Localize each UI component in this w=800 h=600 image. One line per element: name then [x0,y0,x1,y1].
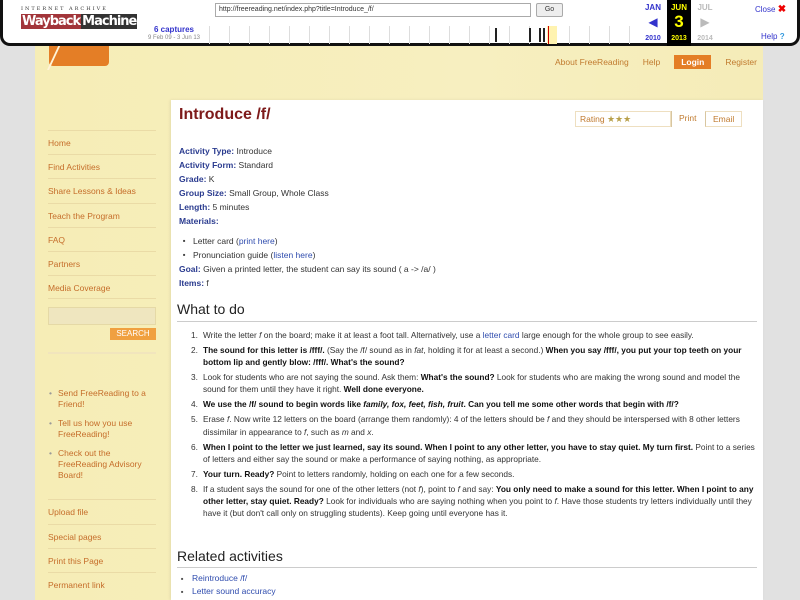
timeline-tick [209,26,210,44]
step-bold: When you say /fff/, you put your top teeth on your bottom lip and gently blow: /fff/. What's the sound? [203,345,742,368]
next-month: JUL [697,3,713,12]
grade-row [179,172,436,186]
step-number: 8. [191,483,198,494]
step-bold: The sound for this letter is /fff/. [203,345,325,355]
related-item [181,572,276,585]
timeline-tick [229,26,230,44]
login-button[interactable]: Login [674,55,711,69]
send-to-friend-link[interactable]: • Send FreeReading to a Friend! [48,388,156,410]
activity-type-row [179,144,436,158]
material-text-end: ) [274,236,278,246]
help-icon: ? [779,32,785,41]
step-italic: f [457,483,460,494]
step-italic: f [554,496,557,507]
print-page-link[interactable]: Print this Page [48,548,156,572]
promo-links [48,388,156,481]
current-capture-mark [548,26,549,44]
meta-value: K [208,174,215,184]
current-month: JUN [670,3,687,12]
toolbox [48,499,156,596]
capture-timeline[interactable] [209,20,633,44]
meta-value: Given a printed letter, the student can say its sound ( a -> /a/ ) [203,264,436,274]
calendar-prev[interactable] [639,0,667,46]
goal-row [179,262,436,276]
freereading-page [35,40,763,600]
close-icon: ✖ [777,4,787,15]
wayback-wordmark-part1: Wayback [22,14,81,29]
timeline-tick [409,26,410,44]
timeline-tick [469,26,470,44]
material-text-end: ) [312,250,316,260]
step-italic: fat [414,345,424,355]
print-here-link[interactable]: print here [238,236,275,246]
meta-key: Activity Form: [179,160,237,170]
wayback-wordmark-part2: Machine [82,14,137,29]
steps-list [191,329,757,522]
meta-key: Goal: [179,264,201,274]
timeline-tick [609,26,610,44]
step-italic: m [341,426,349,437]
search-button[interactable]: SEARCH [110,328,156,340]
rating-widget[interactable] [575,111,671,127]
step-italic: x [367,426,372,437]
timeline-tick [589,26,590,44]
reintroduce-f-link[interactable]: Reintroduce /f/ [192,573,248,583]
permanent-link[interactable]: Permanent link [48,572,156,596]
current-year: 2013 [671,35,687,42]
upload-file-link[interactable]: Upload file [48,499,156,523]
timeline-tick [449,26,450,44]
activity-form-row [179,158,436,172]
step-italic: f [547,414,550,425]
step-italic: f [259,330,262,340]
timeline-tick [309,26,310,44]
timeline-tick [289,26,290,44]
prev-arrow-icon[interactable]: ◀ [648,15,658,29]
calendar-current [667,0,691,46]
wayback-url-input[interactable]: http://freereading.net/index.php?title=Introduce_/f/ [215,3,531,17]
timeline-tick [509,26,510,44]
step-number: 1. [191,330,198,340]
material-item [183,234,436,248]
meta-value: Standard [238,160,274,170]
timeline-tick [369,26,370,44]
step-item [191,468,757,480]
step-bold: You only need to make a sound for this letter. When I point to any other letter, stay quiet. Ready? [203,483,754,507]
advisory-board-link[interactable]: • Check out the FreeReading Advisory Board! [48,448,156,481]
sidebar-item-share-lessons[interactable]: Share Lessons & Ideas [48,178,156,202]
step-bold: . Can you tell me some other words that begin with /f/? [463,399,679,410]
step-text: . [371,426,374,437]
current-day: 3 [674,12,684,31]
step-number: 4. [191,399,198,410]
prev-year: 2010 [645,35,661,42]
step-item [191,441,757,465]
meta-key: Activity Type: [179,146,235,156]
captures-range: 9 Feb 09 - 3 Jun 13 [147,35,201,41]
timeline-tick [269,26,270,44]
capture-mark[interactable] [495,28,497,42]
captures-info [139,25,209,41]
step-bold: Your turn. Ready? [203,468,275,479]
step-item [191,413,757,437]
help-label: Help [761,32,778,41]
about-link[interactable]: About FreeReading [555,57,629,67]
step-item [191,344,757,368]
step-bold: When I point to the letter we just learned, say its sound. When I point to any other letter, you have to stay quiet. My turn first. [203,441,694,452]
letter-sound-accuracy-link[interactable]: Letter sound accuracy [192,586,276,596]
step-text: and [348,426,368,437]
rating-stars-icon[interactable]: ★★★ [606,114,632,124]
step-text: and say: [459,483,496,494]
help-button[interactable] [761,32,785,41]
step-text: and they should be interspersed with 8 other letters dissimilar in appearance to [203,414,740,437]
internet-archive-label: INTERNET ARCHIVE [21,6,108,12]
timeline-tick [629,26,630,44]
step-item [191,483,757,520]
sidebar-item-media-coverage[interactable]: Media Coverage [48,275,156,299]
step-bold: Well done everyone. [343,384,424,395]
sidebar-item-find-activities[interactable]: Find Activities [48,154,156,178]
material-item [183,248,436,262]
related-activities-list [181,572,276,598]
step-number: 2. [191,345,198,355]
step-italic: f [304,426,307,437]
capture-mark[interactable] [543,28,545,42]
sidebar-item-teach-program[interactable]: Teach the Program [48,203,156,227]
step-number: 5. [191,414,198,425]
heading-rule [177,321,757,322]
top-navigation [555,55,757,69]
what-to-do-heading: What to do [177,301,245,317]
prev-month: JAN [644,3,661,12]
step-text: . Now write 12 letters on the board (arrange them randomly): 4 of the letters should be [229,414,548,425]
heading-rule [177,567,757,568]
step-text: , holding it for at least a second.) [423,345,546,355]
step-text: Look for individuals who are saying nothing when you point to [323,496,555,507]
group-size-row [179,186,436,200]
meta-key: Group Size: [179,188,227,198]
meta-key: Length: [179,202,211,212]
timeline-tick [349,26,350,44]
step-text: . Have those students try letters individually until they have it (but don't call only on struggling students). Keep going until everyone has it. [203,496,752,519]
step-italic: family, fox, feet, fish, fruit [363,399,464,410]
sidebar [48,130,156,596]
length-row [179,200,436,214]
help-link[interactable]: Help [642,57,661,67]
step-text: Look for students who are not saying the sound. Ask them: [203,372,421,383]
capture-mark[interactable] [539,28,541,42]
print-link[interactable]: Print [671,111,703,127]
materials-row [179,214,436,228]
close-button[interactable] [755,4,786,15]
items-row [179,276,436,290]
step-text: Write the letter [203,330,260,340]
material-text: Pronunciation guide ( [193,250,274,260]
sidebar-item-partners[interactable]: Partners [48,251,156,275]
sidebar-item-faq[interactable]: FAQ [48,227,156,251]
special-pages-link[interactable]: Special pages [48,524,156,548]
register-link[interactable]: Register [725,57,757,67]
step-text: ), point to [420,483,458,494]
step-text: (Say the /f/ sound as in [324,345,415,355]
timeline-tick [569,26,570,44]
next-arrow-icon: ▶ [700,15,710,29]
calendar-next [691,0,719,46]
step-text: Point to letters randomly, holding on each one for a few seconds. [274,468,515,479]
wayback-logo[interactable] [21,6,137,29]
step-italic: f [226,414,230,425]
capture-mark[interactable] [529,28,531,42]
article-content [171,100,763,600]
step-text: , such as [306,426,342,437]
activity-metadata [179,144,436,290]
step-bold: What's the sound? [420,372,495,383]
meta-value: f [206,278,209,288]
meta-value: 5 minutes [212,202,250,212]
tell-us-link[interactable]: • Tell us how you use FreeReading! [48,418,156,440]
close-label: Close [755,5,776,14]
meta-key: Items: [179,278,205,288]
email-link[interactable]: Email [705,111,742,127]
step-number: 7. [191,468,198,479]
related-activities-heading: Related activities [177,548,283,564]
step-text: If a student says the sound for one of the other letters (not [203,483,419,494]
timeline-tick [429,26,430,44]
step-text: Erase [203,414,227,425]
step-italic: f [418,483,421,494]
sidebar-divider [48,352,156,354]
step-item [191,371,757,395]
captures-count-link[interactable]: 6 captures [153,25,195,34]
step-item [191,398,757,410]
step-bold: We use the /f/ sound to begin words like [203,399,364,410]
timeline-tick [489,26,490,44]
timeline-tick [389,26,390,44]
listen-here-link[interactable]: listen here [273,250,313,260]
page-title: Introduce /f/ [179,106,271,123]
materials-list [183,234,436,262]
wayback-machine-wordmark [21,14,137,29]
sidebar-item-home[interactable]: Home [48,130,156,154]
letter-card-link[interactable]: letter card [482,330,520,340]
step-number: 3. [191,372,198,383]
next-year: 2014 [697,35,713,42]
step-text: Look for students who are making the wrong sound and model the sound for them until they have it right. [203,372,740,395]
timeline-tick [249,26,250,44]
meta-value: Introduce [236,146,272,156]
timeline-tick [329,26,330,44]
material-text: Letter card ( [193,236,239,246]
step-number: 6. [191,441,198,452]
meta-key: Materials: [179,216,219,226]
meta-key: Grade: [179,174,207,184]
step-text: on the board; make it at least a foot tall. Alternatively, use a [261,330,483,340]
wayback-toolbar [0,0,800,46]
step-text: large enough for the whole group to see easily. [519,330,694,340]
meta-value: Small Group, Whole Class [229,188,329,198]
go-button[interactable]: Go [536,3,563,17]
step-item [191,329,757,341]
step-text: Point to a series of letters and either say the sound or make a performance of saying nothing, as appropriate. [203,441,755,464]
search-input[interactable] [48,307,156,325]
related-item [181,585,276,598]
rating-label: Rating [580,114,605,124]
